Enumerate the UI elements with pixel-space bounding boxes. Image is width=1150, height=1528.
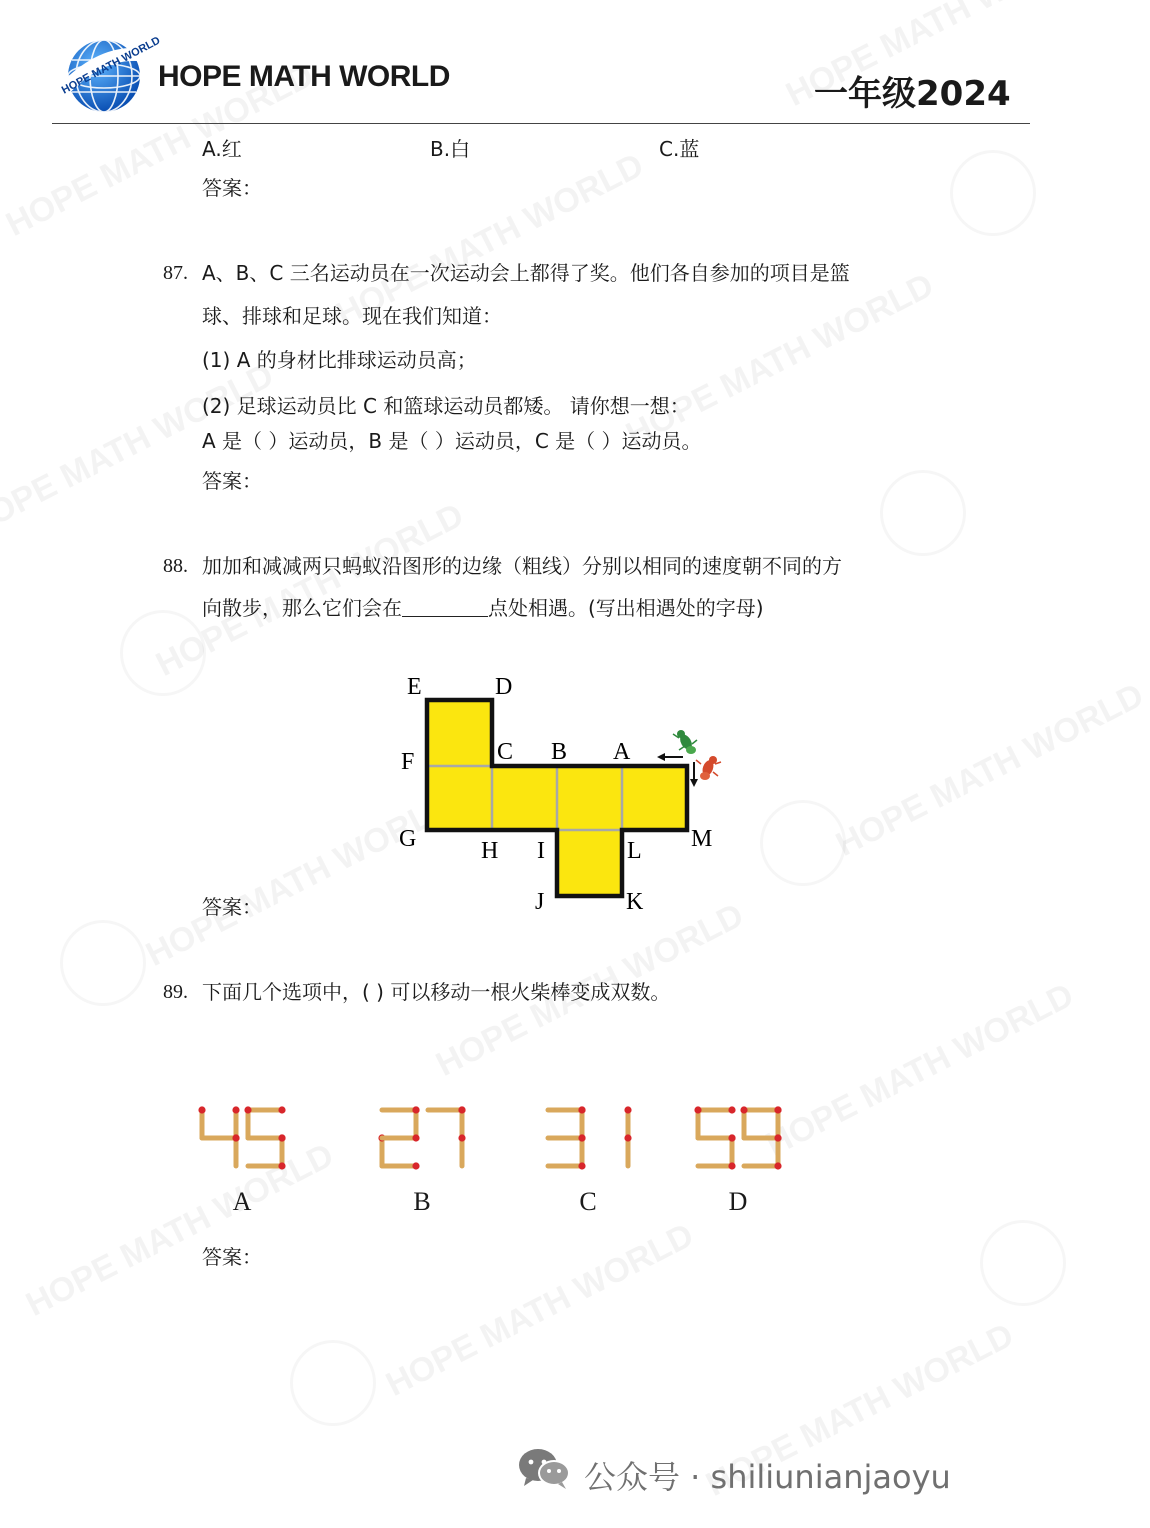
answer-label: 答案： — [202, 895, 262, 919]
watermark-globe-icon — [760, 800, 846, 886]
ant-red-icon — [696, 756, 721, 780]
point-label-j: J — [535, 889, 545, 915]
question-number: 89. — [163, 981, 188, 1003]
matchstick — [198, 1106, 205, 1138]
point-label-g: G — [399, 826, 417, 852]
ant-green-icon — [673, 730, 697, 754]
option-a: A.红 — [202, 137, 242, 161]
matchstick — [382, 1162, 420, 1169]
point-label-k: K — [626, 889, 644, 915]
matchstick — [548, 1162, 586, 1169]
question-text: 球、排球和足球。现在我们知道： — [202, 304, 502, 328]
text-after-blank: 点处相遇。(写出相遇处的字母) — [488, 596, 764, 620]
option-b: B.白 — [430, 137, 471, 161]
matchstick — [458, 1134, 465, 1166]
matchstick — [624, 1106, 631, 1138]
matchstick — [458, 1106, 465, 1138]
question-number: 87. — [163, 262, 188, 284]
option-label-b: B — [413, 1187, 431, 1216]
watermark-globe-icon — [880, 470, 966, 556]
matchstick — [698, 1162, 736, 1169]
watermark-text — [620, 266, 940, 455]
grade-title: 一年级2024 — [814, 74, 1011, 114]
ant-path-figure — [395, 668, 735, 920]
matchstick — [548, 1134, 586, 1141]
point-label-l: L — [627, 838, 642, 864]
matchstick — [744, 1134, 782, 1141]
watermark-globe-icon — [950, 150, 1036, 236]
matchstick — [202, 1134, 240, 1141]
question-text: 下面几个选项中，( ) 可以移动一根火柴棒变成双数。 — [202, 980, 671, 1004]
point-label-b: B — [551, 739, 568, 765]
text-before-blank: 向散步，那么它们会在 — [202, 596, 402, 620]
matchstick — [248, 1134, 286, 1141]
logo-text: HOPE MATH WORLD — [59, 34, 163, 97]
hope-math-world-logo — [52, 34, 163, 116]
watermark-text — [380, 1216, 700, 1405]
watermark-globe-icon — [290, 1340, 376, 1426]
option-label-c: C — [579, 1187, 597, 1216]
matchstick — [740, 1106, 747, 1138]
watermark-text — [830, 676, 1150, 865]
point-label-d: D — [495, 674, 513, 700]
point-label-h: H — [481, 838, 499, 864]
wechat-icon — [516, 1446, 574, 1490]
point-label-a: A — [613, 739, 631, 765]
point-label-f: F — [401, 749, 415, 775]
matchstick — [774, 1106, 781, 1138]
point-label-i: I — [537, 838, 545, 864]
matchstick — [244, 1106, 251, 1138]
matchstick — [248, 1106, 286, 1113]
watermark-globe-icon — [120, 610, 206, 696]
option-label-d: D — [728, 1187, 748, 1216]
point-label-m: M — [691, 826, 713, 852]
question-text: 加加和减减两只蚂蚁沿图形的边缘（粗线）分别以相同的速度朝不同的方 — [202, 554, 842, 578]
brand-name: HOPE MATH WORLD — [158, 60, 450, 93]
answer-label: 答案： — [202, 1245, 262, 1269]
matchstick-options — [180, 1090, 820, 1220]
header-divider — [52, 123, 1030, 124]
matchstick — [698, 1106, 736, 1113]
matchstick — [248, 1162, 286, 1169]
question-number: 88. — [163, 555, 188, 577]
question-text: A、B、C 三名运动员在一次运动会上都得了奖。他们各自参加的项目是篮 — [202, 261, 850, 285]
option-label-a: A — [232, 1187, 252, 1216]
matchstick — [412, 1106, 419, 1138]
matchstick — [694, 1106, 701, 1138]
matchstick — [232, 1106, 239, 1138]
matchstick — [744, 1162, 782, 1169]
arrow-left-icon — [657, 753, 683, 761]
matchstick — [382, 1134, 420, 1141]
watermark-globe-icon — [60, 920, 146, 1006]
condition-1: (1) A 的身材比排球运动员高； — [202, 348, 477, 372]
matchstick — [578, 1106, 585, 1138]
point-label-e: E — [407, 674, 422, 700]
arrow-down-icon — [690, 762, 698, 787]
answer-label: 答案： — [202, 176, 262, 200]
question-text-line2 — [202, 598, 764, 618]
condition-2: (2) 足球运动员比 C 和篮球运动员都矮。 请你想一想： — [202, 394, 690, 418]
matchstick — [624, 1134, 631, 1166]
footer-account: 公众号 · shiliunianjaoyu — [584, 1458, 951, 1496]
fill-in-blanks: A 是（ ）运动员，B 是（ ）运动员，C 是（ ）运动员。 — [202, 429, 702, 453]
option-c: C.蓝 — [659, 137, 700, 161]
watermark-globe-icon — [980, 1220, 1066, 1306]
answer-label: 答案： — [202, 469, 262, 493]
answer-blank — [402, 600, 488, 617]
point-label-c: C — [497, 739, 514, 765]
matchstick — [698, 1134, 736, 1141]
